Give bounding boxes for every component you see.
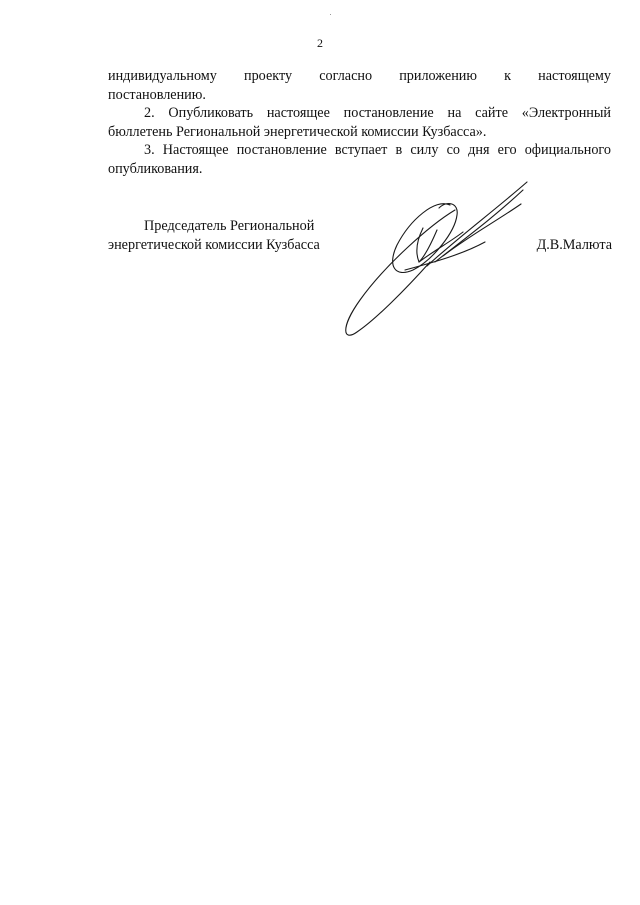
paragraph-2: 2. Опубликовать настоящее постановление на сайте «Электронный бюллетень Региональной энергетической комиссии Кузбасса». [108,105,611,140]
signatory-name: Д.В.Малюта [536,237,612,253]
document-body [108,67,611,178]
word: к [504,68,512,84]
word: индивидуальному [108,68,217,84]
scan-speck [330,14,331,15]
handwritten-signature [335,170,545,345]
signatory-position [108,217,320,254]
word: настоящему [538,68,611,84]
word: приложению [399,68,477,84]
word: согласно [319,68,373,84]
paragraph-1 [108,67,611,104]
word: проекту [244,68,293,84]
page-number: 2 [317,36,323,50]
paragraph-3: 3. Настоящее постановление вступает в силу со дня его официального опубликования. [108,142,611,177]
paragraph-1-line-2: постановлению. [108,86,206,103]
paragraph-1-line-1 [108,67,611,86]
signatory-position-line-2: энергетической комиссии Кузбасса [108,236,320,253]
signatory-position-line-1: Председатель Региональной [144,218,315,234]
